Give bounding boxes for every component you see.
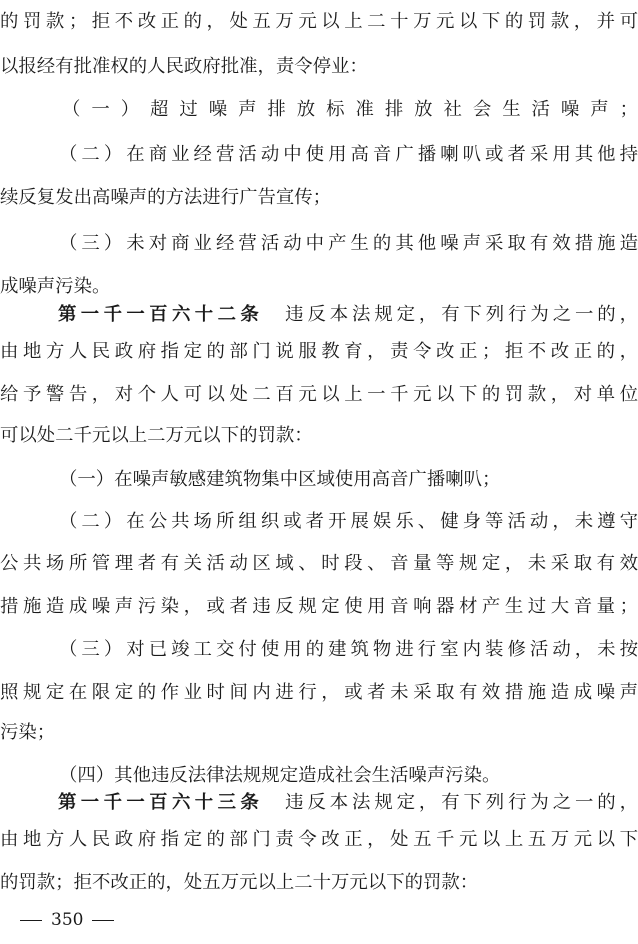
article-1163-intro: 违反本法规定，有下列行为之一的， — [285, 792, 638, 813]
item-line-4: （一）在噪声敏感建筑物集中区域使用高音广播喇叭； — [59, 469, 501, 490]
page-footer — [20, 905, 114, 935]
article-1162-title: 第一千一百六十二条 — [58, 304, 264, 325]
text-line-11: 可以处二千元以上二万元以下的罚款： — [0, 425, 313, 446]
item-line-5-cont-2: 措施造成噪声污染，或者违反规定使用音响器材产生过大音量； — [0, 596, 638, 617]
article-1163-line — [0, 785, 638, 821]
text-line-2: 以报经有批准权的人民政府批准，责令停业： — [0, 56, 368, 77]
footer-dash-right — [92, 920, 114, 921]
page-number: 350 — [51, 910, 84, 930]
item-line-1: （一）超过噪声排放标准排放社会生活噪声； — [62, 99, 638, 120]
item-line-5-cont-1: 公共场所管理者有关活动区域、时段、音量等规定，未采取有效 — [0, 553, 638, 574]
item-line-7: （四）其他违反法律法规规定造成社会生活噪声污染。 — [59, 765, 501, 786]
text-line-1: 的罚款；拒不改正的，处五万元以上二十万元以下的罚款，并可 — [0, 11, 638, 32]
text-line-9: 由地方人民政府指定的部门说服教育，责令改正；拒不改正的， — [0, 341, 638, 362]
text-line-22: 的罚款；拒不改正的，处五万元以上二十万元以下的罚款： — [0, 872, 479, 893]
item-line-6: （三）对已竣工交付使用的建筑物进行室内装修活动，未按 — [59, 639, 638, 660]
item-line-3-cont: 成噪声污染。 — [0, 276, 111, 297]
text-line-10: 给予警告，对个人可以处二百元以上一千元以下的罚款，对单位 — [0, 384, 638, 405]
item-line-6-cont-1: 照规定在限定的作业时间内进行，或者未采取有效措施造成噪声 — [0, 682, 638, 703]
item-line-2: （二）在商业经营活动中使用高音广播喇叭或者采用其他持 — [59, 144, 638, 165]
article-1162-line — [0, 297, 638, 333]
article-1163-title: 第一千一百六十三条 — [58, 792, 264, 813]
article-1162-intro: 违反本法规定，有下列行为之一的， — [285, 304, 638, 325]
item-line-3: （三）未对商业经营活动中产生的其他噪声采取有效措施造 — [59, 233, 638, 254]
item-line-2-cont: 续反复发出高噪声的方法进行广告宣传； — [0, 187, 332, 208]
text-line-21: 由地方人民政府指定的部门责令改正，处五千元以上五万元以下 — [0, 829, 638, 850]
item-line-5: （二）在公共场所组织或者开展娱乐、健身等活动，未遵守 — [59, 511, 638, 532]
item-line-6-cont-2: 污染； — [0, 722, 56, 743]
footer-dash-left — [20, 920, 42, 921]
